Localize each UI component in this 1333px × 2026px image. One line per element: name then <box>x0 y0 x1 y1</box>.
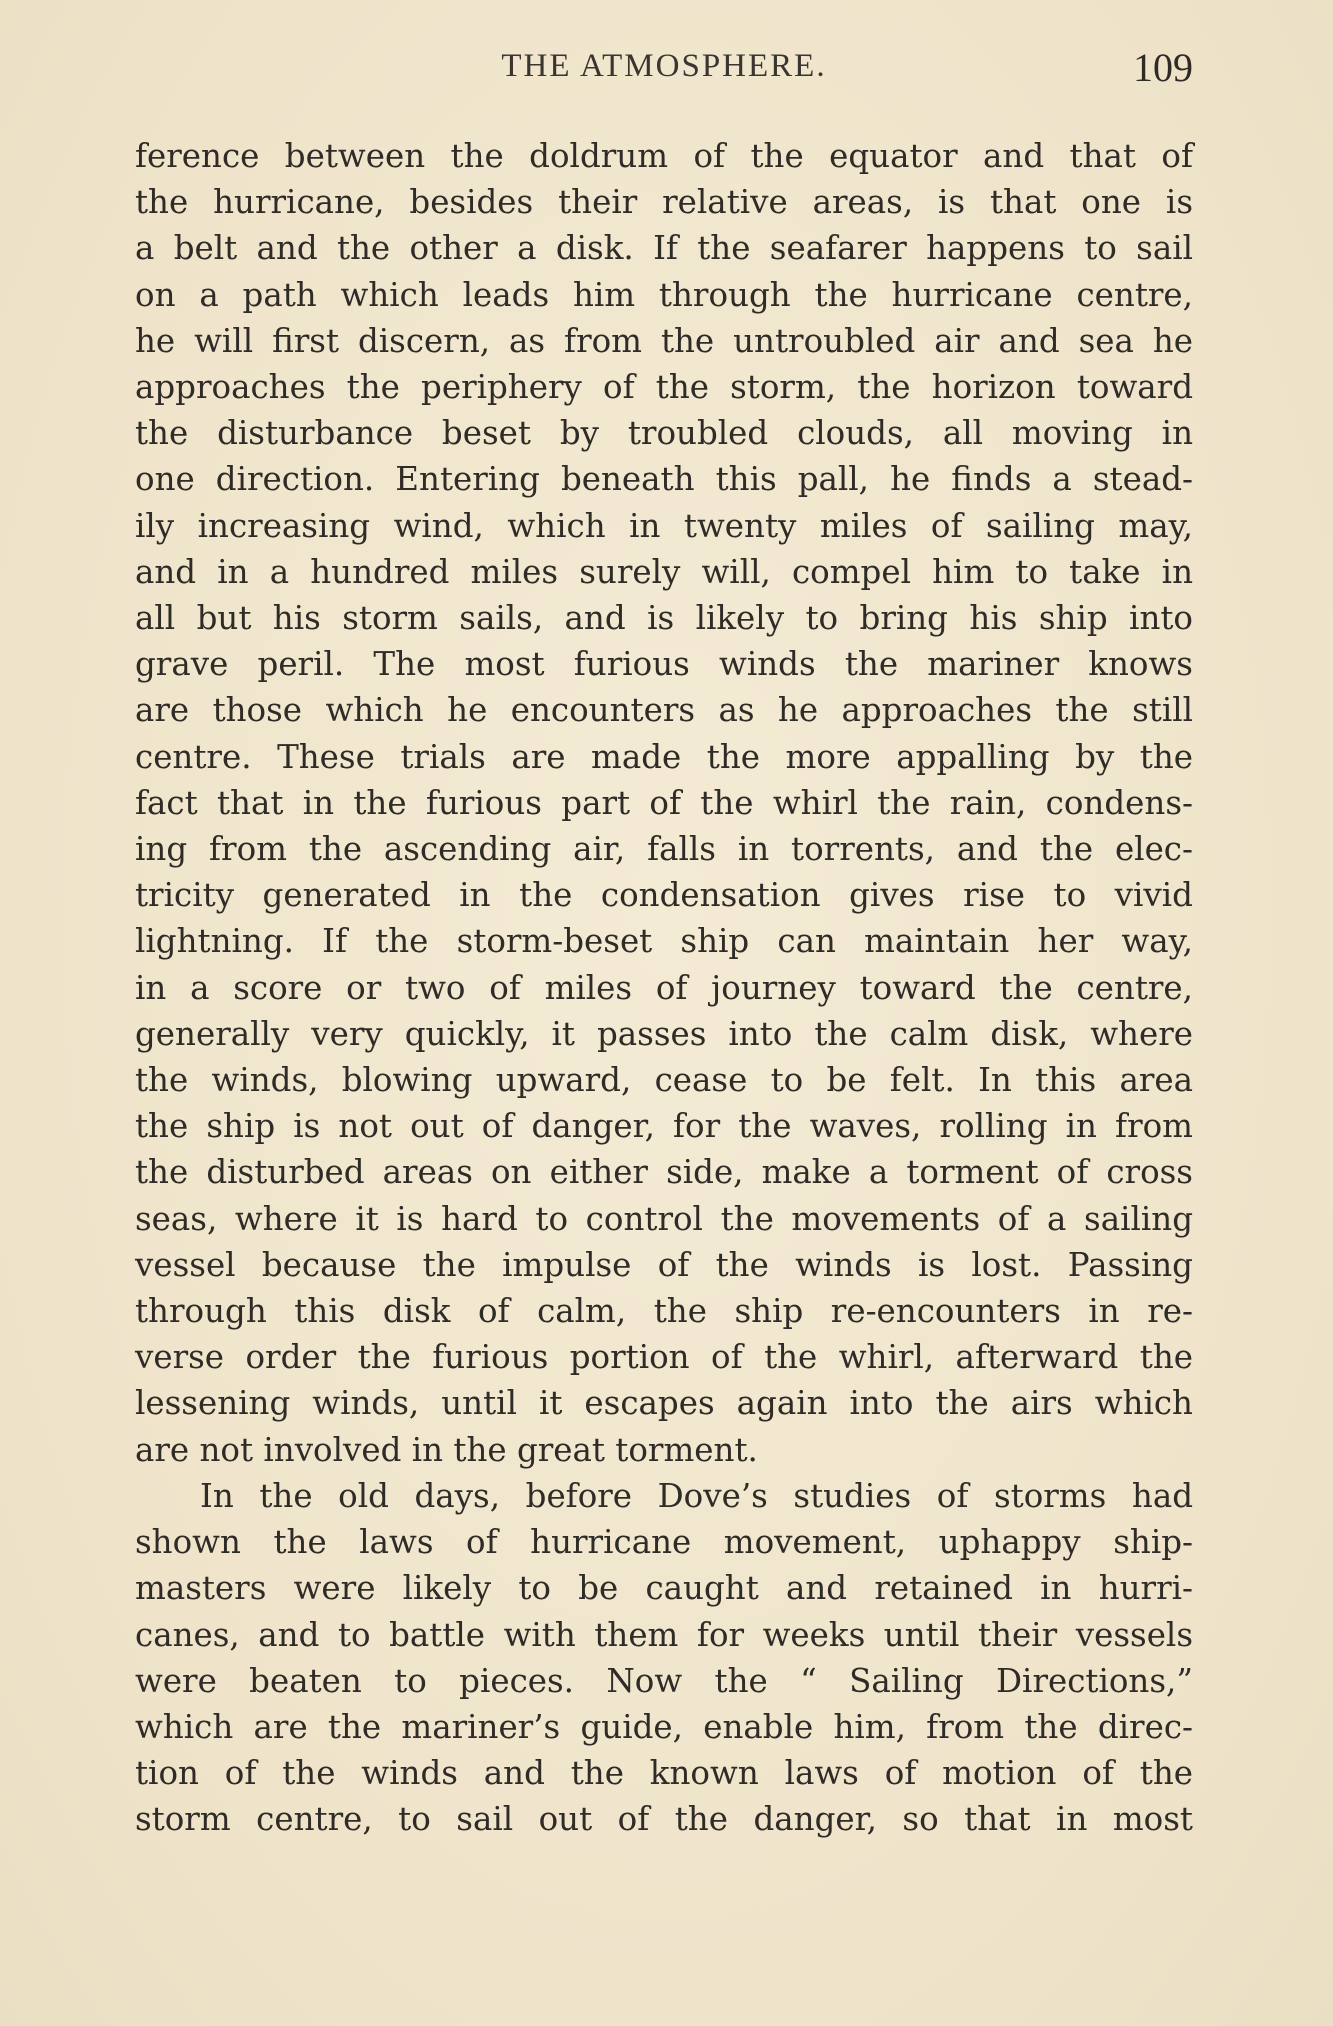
text-line: are not involved in the great torment. <box>135 1430 758 1469</box>
text-line: which are the mariner’s guide, enable him, from the direc- <box>135 1707 1193 1746</box>
text-line: lightning. If the storm-beset ship can maintain her way, <box>135 922 1193 961</box>
paragraph <box>135 133 1193 1473</box>
text-line: shown the laws of hurricane movement, uphappy ship- <box>135 1523 1193 1562</box>
text-line: tion of the winds and the known laws of motion of the <box>135 1754 1193 1793</box>
text-line: grave peril. The most furious winds the mariner knows <box>135 645 1193 684</box>
text-line: the hurricane, besides their relative areas, is that one is <box>135 183 1193 222</box>
running-title: THE ATMOSPHERE. <box>501 48 827 84</box>
text-line: are those which he encounters as he approaches the still <box>135 691 1193 730</box>
text-line: approaches the periphery of the storm, the horizon toward <box>135 368 1193 407</box>
text-line: masters were likely to be caught and retained in hurri- <box>135 1569 1193 1608</box>
text-line: vessel because the impulse of the winds is lost. Passing <box>135 1245 1193 1284</box>
text-line: ing from the ascending air, falls in torrents, and the elec- <box>135 830 1193 869</box>
text-line: the winds, blowing upward, cease to be felt. In this area <box>135 1061 1193 1100</box>
text-line: fact that in the furious part of the whirl the rain, condens- <box>135 783 1193 822</box>
text-line: in a score or two of miles of journey toward the centre, <box>135 968 1193 1007</box>
text-line: seas, where it is hard to control the movements of a sailing <box>135 1199 1193 1238</box>
text-line: and in a hundred miles surely will, compel him to take in <box>135 552 1193 591</box>
body-text <box>135 133 1193 1843</box>
page-number: 109 <box>1133 45 1193 90</box>
text-line: one direction. Entering beneath this pall, he finds a stead- <box>135 460 1193 499</box>
text-line: generally very quickly, it passes into the calm disk, where <box>135 1014 1193 1053</box>
text-line: tricity generated in the condensation gives rise to vivid <box>135 876 1193 915</box>
text-line: were beaten to pieces. Now the “ Sailing Directions,” <box>135 1661 1193 1700</box>
text-line: through this disk of calm, the ship re-encounters in re- <box>135 1292 1193 1331</box>
text-line: on a path which leads him through the hurricane centre, <box>135 275 1193 314</box>
text-line: a belt and the other a disk. If the seafarer happens to sail <box>135 229 1193 268</box>
text-line: the disturbance beset by troubled clouds, all moving in <box>135 414 1193 453</box>
text-line: ference between the doldrum of the equator and that of <box>135 137 1193 175</box>
text-line: ily increasing wind, which in twenty miles of sailing may, <box>135 506 1193 545</box>
text-line: verse order the furious portion of the whirl, afterward the <box>135 1338 1193 1377</box>
text-line: he will first discern, as from the untroubled air and sea he <box>135 321 1193 360</box>
text-line: centre. These trials are made the more appalling by the <box>135 737 1193 776</box>
text-line: the ship is not out of danger, for the waves, rolling in from <box>135 1107 1193 1146</box>
text-line: storm centre, to sail out of the danger, so that in most <box>135 1800 1193 1839</box>
text-line: the disturbed areas on either side, make a torment of cross <box>135 1153 1193 1192</box>
text-line: In the old days, before Dove’s studies of storms had <box>200 1476 1193 1515</box>
running-head <box>135 44 1193 94</box>
text-line: all but his storm sails, and is likely to bring his ship into <box>135 599 1193 638</box>
paragraph <box>135 1473 1193 1843</box>
text-line: canes, and to battle with them for weeks until their vessels <box>135 1615 1193 1654</box>
text-line: lessening winds, until it escapes again into the airs which <box>135 1384 1193 1423</box>
